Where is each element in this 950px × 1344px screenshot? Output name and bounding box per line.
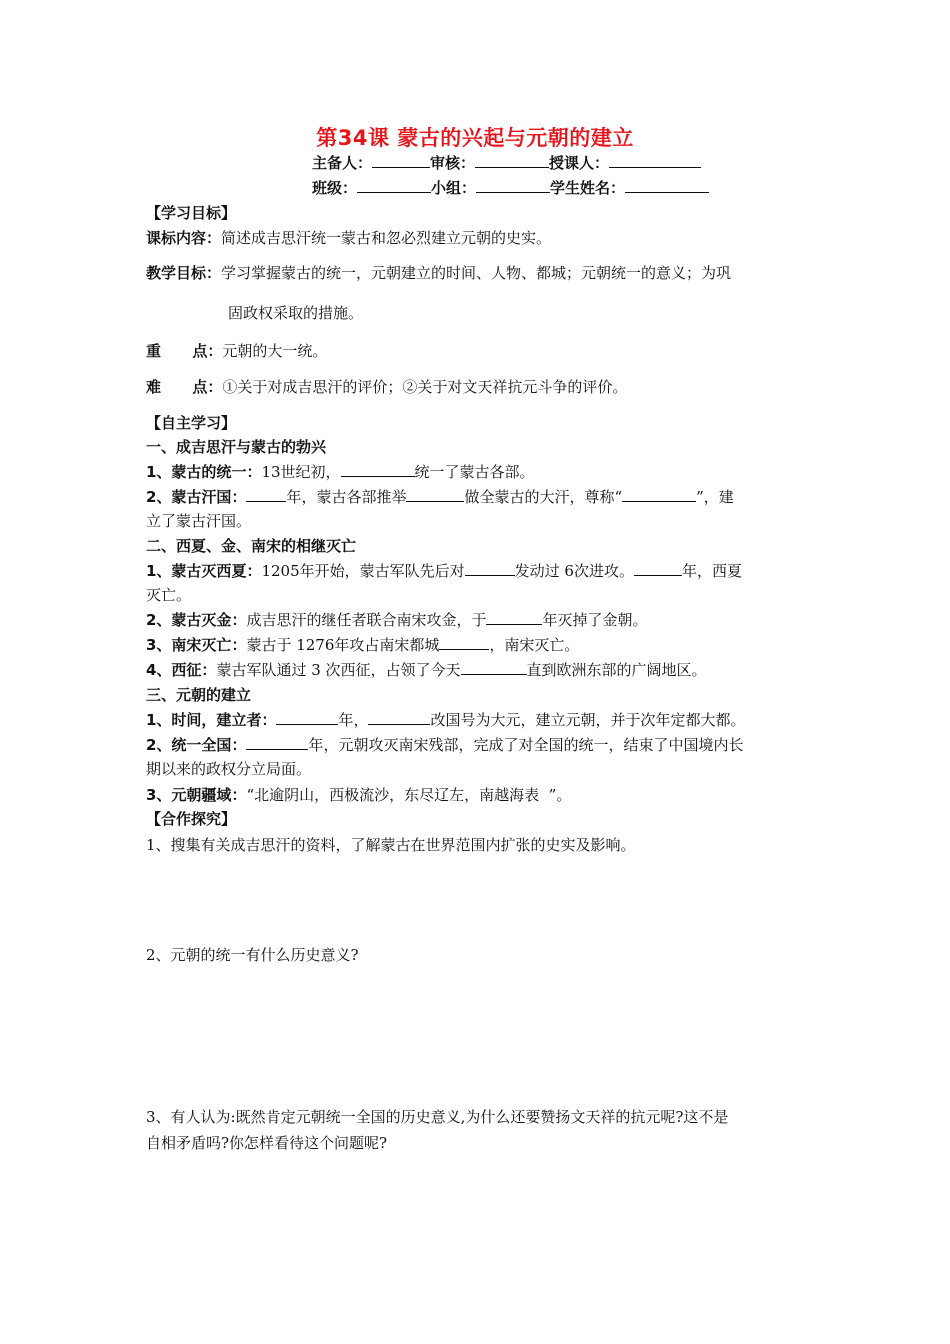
standard-row [146, 227, 810, 249]
s1-1-text-b: 统一了蒙古各部。 [414, 463, 535, 481]
s1-2-blank-2 [406, 487, 464, 502]
teacher-blank [609, 153, 701, 168]
student-blank [625, 178, 709, 193]
s3-1-blank-1 [276, 710, 338, 725]
s1-2-blank-1 [246, 487, 286, 502]
s2-2-blank [486, 610, 542, 625]
section-2-title: 二、西夏、金、南宋的相继灭亡 [146, 537, 357, 555]
group-label: 小组： [431, 179, 477, 197]
s1-2-text-a: 年，蒙古各部推举 [286, 488, 407, 506]
key-row [146, 340, 810, 362]
question-1: 1、搜集有关成吉思汗的资料，了解蒙古在世界范围内扩张的史实及影响。 [146, 836, 636, 854]
question-3-line-1: 3、有人认为:既然肯定元朝统一全国的历史意义,为什么还要赞扬文天祥的抗元呢?这不是 [146, 1108, 729, 1126]
self-study-heading: 【自主学习】 [146, 414, 237, 432]
goals-heading: 【学习目标】 [146, 204, 237, 222]
s3-item-2 [146, 734, 810, 756]
s2-3-text-b: ，南宋灭亡。 [489, 636, 580, 654]
key-label: 重 点： [146, 342, 223, 360]
preparer-label: 主备人： [312, 154, 373, 172]
hard-row [146, 376, 810, 398]
reviewer-label: 审核： [430, 154, 476, 172]
s3-1-text-a: 年， [338, 711, 369, 729]
s2-item-1 [146, 560, 810, 582]
s3-1-text-b: 改国号为大元，建立元朝，并于次年定都大都。 [430, 711, 746, 729]
class-blank [357, 178, 431, 193]
s3-1-blank-2 [368, 710, 430, 725]
s2-3-blank [439, 635, 489, 650]
question-2: 2、元朝的统一有什么历史意义? [146, 946, 359, 964]
s1-item-1 [146, 461, 810, 483]
s2-2-label: 2、蒙古灭金： [146, 611, 247, 629]
standard-text: 简述成吉思汗统一蒙古和忽必烈建立元朝的史实。 [221, 229, 552, 247]
s2-item-3 [146, 634, 810, 656]
s2-1-text-d: 灭亡。 [146, 586, 192, 604]
class-label: 班级： [312, 179, 358, 197]
s3-2-label: 2、统一全国： [146, 736, 247, 754]
s1-1-text-a: 13世纪初， [261, 463, 341, 481]
s2-2-text-a: 成吉思汗的继任者联合南宋攻金，于 [246, 611, 487, 629]
s3-2-blank [246, 735, 308, 750]
s2-4-blank [461, 660, 527, 675]
teaching-text-2: 固政权采取的措施。 [228, 304, 364, 322]
s2-2-text-b: 年灭掉了金朝。 [542, 611, 648, 629]
s2-1-blank-2 [634, 561, 682, 576]
s2-1-text-a: 1205年开始，蒙古军队先后对 [261, 562, 465, 580]
s2-1-text-c: 年，西夏 [681, 562, 742, 580]
group-blank [476, 178, 550, 193]
s2-3-label: 3、南宋灭亡： [146, 636, 247, 654]
s1-2-text-c: ”，建 [696, 488, 734, 506]
student-label: 学生姓名： [550, 179, 626, 197]
teaching-label: 教学目标： [146, 264, 222, 282]
s3-item-3 [146, 784, 810, 806]
cooperation-heading: 【合作探究】 [146, 810, 237, 828]
s1-2-text-b: 做全蒙古的大汗，尊称“ [464, 488, 623, 506]
meta-row-2 [312, 177, 709, 198]
teaching-row [146, 262, 810, 284]
s3-3-label: 3、元朝疆域： [146, 786, 247, 804]
key-text: 元朝的大一统。 [222, 342, 328, 360]
page-title: 第34课 蒙古的兴起与元朝的建立 [316, 126, 634, 150]
section-1-title: 一、成吉思汗与蒙古的勃兴 [146, 438, 327, 456]
s3-3-text-a: “北逾阴山，西极流沙，东尽辽左，南越海表 ”。 [246, 786, 572, 804]
standard-label: 课标内容： [146, 229, 222, 247]
s1-2-blank-3 [622, 487, 696, 502]
s2-1-label: 1、蒙古灭西夏： [146, 562, 262, 580]
s2-3-text-a: 蒙古于 1276年攻占南宋都城 [246, 636, 440, 654]
meta-row-1 [312, 152, 701, 173]
s1-2-label: 2、蒙古汗国： [146, 488, 247, 506]
s3-2-text-b: 期以来的政权分立局面。 [146, 760, 312, 778]
s2-1-text-b: 发动过 6次进攻。 [514, 562, 634, 580]
s3-2-text-a: 年，元朝攻灭南宋残部，完成了对全国的统一，结束了中国境内长 [308, 736, 744, 754]
reviewer-blank [475, 153, 549, 168]
hard-text: ①关于对成吉思汗的评价；②关于对文天祥抗元斗争的评价。 [222, 378, 628, 396]
hard-label: 难 点： [146, 378, 223, 396]
s1-item-2 [146, 486, 810, 508]
preparer-blank [372, 153, 430, 168]
teacher-label: 授课人： [549, 154, 610, 172]
s1-1-label: 1、蒙古的统一： [146, 463, 262, 481]
s3-item-1 [146, 709, 810, 731]
s2-4-text-a: 蒙古军队通过 3 次西征，占领了今天 [216, 661, 461, 679]
teaching-text-1: 学习掌握蒙古的统一，元朝建立的时间、人物、都城；元朝统一的意义；为巩 [221, 264, 732, 282]
s2-item-4 [146, 659, 810, 681]
s3-1-label: 1、时间，建立者： [146, 711, 277, 729]
s2-4-text-b: 直到欧洲东部的广阔地区。 [526, 661, 707, 679]
s1-1-blank [341, 462, 415, 477]
s1-2-text-d: 立了蒙古汗国。 [146, 512, 252, 530]
s2-4-label: 4、西征： [146, 661, 217, 679]
s2-1-blank-1 [465, 561, 515, 576]
section-3-title: 三、元朝的建立 [146, 686, 252, 704]
s2-item-2 [146, 609, 810, 631]
question-3-line-2: 自相矛盾吗?你怎样看待这个问题呢? [146, 1134, 388, 1152]
